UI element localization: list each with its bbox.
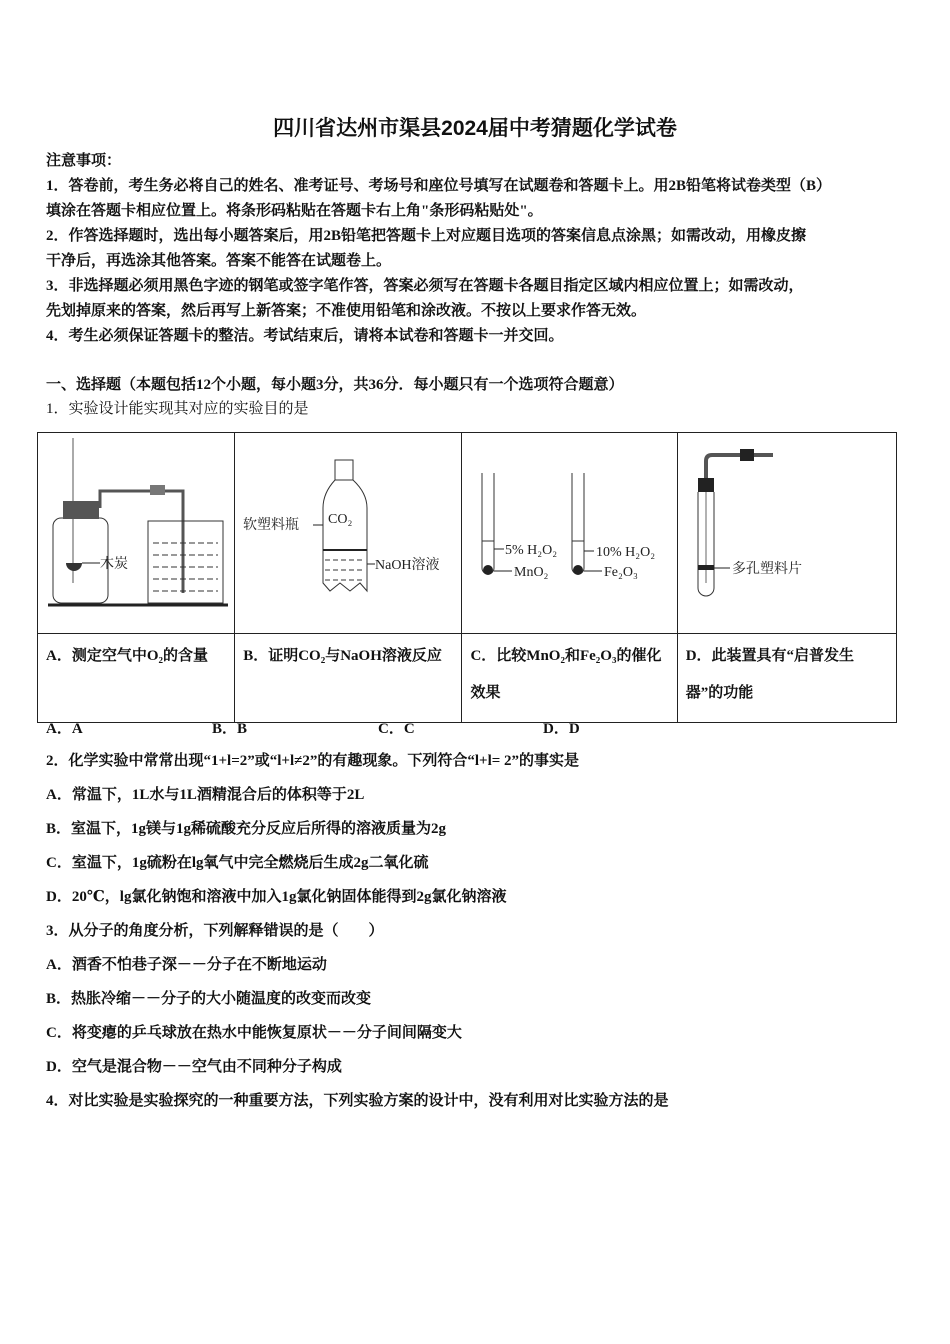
question-2-option: C．室温下，1g硫粉在lg氧气中完全燃烧后生成2g二氧化硫 (46, 855, 429, 871)
co2-bottle-diagram (235, 433, 461, 628)
diagram-c (462, 433, 677, 634)
label-porous-plastic-plate: 多孔塑料片 (731, 562, 802, 577)
option-a-description: A．测定空气中O₂的含量 (38, 634, 235, 723)
oxygen-measure-apparatus-diagram (38, 433, 234, 628)
question-1-option-c: C．C (378, 721, 415, 737)
notice-line: 填涂在答题卡相应位置上。将条形码粘贴在答题卡右上角"条形码粘贴处"。 (46, 203, 543, 219)
notice-line: 先划掉原来的答案，然后再写上新答案；不准使用铅笔和涂改液。不按以上要求作答无效。 (46, 303, 647, 319)
section-heading: 一、选择题（本题包括12个小题，每小题3分，共36分．每小题只有一个选项符合题意） (46, 377, 624, 393)
notice-line: 2．作答选择题时，选出每小题答案后，用2B铅笔把答题卡上对应题目选项的答案信息点涂黑；如需改动，用橡皮擦 (46, 228, 807, 244)
catalyst-test-tubes-diagram (462, 433, 676, 628)
question-3-option: A．酒香不怕巷子深－－分子在不断地运动 (46, 957, 327, 973)
option-d-description: D．此装置具有“启普发生器”的功能 (677, 634, 896, 723)
diagram-b (235, 433, 462, 634)
question-1-option-b: B．B (212, 721, 248, 737)
question-1-stem: 1．实验设计能实现其对应的实验目的是 (46, 401, 309, 417)
label-5pct-h2o2: 5% H₂O₂ (505, 543, 558, 558)
label-naoh-solution: NaOH溶液 (375, 558, 440, 573)
question-3-option: B．热胀冷缩－－分子的大小随温度的改变而改变 (46, 991, 372, 1007)
question-1-option-d: D．D (543, 721, 580, 737)
option-b-description: B．证明CO₂与NaOH溶液反应 (235, 634, 462, 723)
label-charcoal: 木炭 (100, 557, 128, 572)
question-4-stem: 4．对比实验是实验探究的一种重要方法，下列实验方案的设计中，没有利用对比实验方法的是 (46, 1093, 669, 1109)
kipp-like-generator-diagram (678, 433, 896, 628)
label-mno2: MnO₂ (514, 565, 549, 580)
diagram-d (677, 433, 896, 634)
label-soft-bottle: 软塑料瓶 (243, 518, 300, 533)
question-2-option: D．20℃，lg氯化钠饱和溶液中加入1g氯化钠固体能得到2g氯化钠溶液 (46, 889, 507, 905)
notice-line: 干净后，再选涂其他答案。答案不能答在试题卷上。 (46, 253, 392, 269)
label-fe2o3: Fe₂O₃ (604, 565, 639, 580)
question-1-table (37, 432, 897, 723)
question-1-option-a: A．A (46, 721, 83, 737)
question-2-option: A．常温下，1L水与1L酒精混合后的体积等于2L (46, 787, 365, 803)
option-c-description: C．比较MnO₂和Fe₂O₃的催化效果 (462, 634, 677, 723)
label-co2: CO₂ (328, 512, 353, 527)
notice-line: 4．考生必须保证答题卡的整洁。考试结束后，请将本试卷和答题卡一并交回。 (46, 328, 564, 344)
page-title: 四川省达州市渠县2024届中考猜题化学试卷 (273, 117, 677, 140)
notice-line: 3．非选择题必须用黑色字迹的钢笔或签字笔作答，答案必须写在答题卡各题目指定区域内相应位置上；如需改动， (46, 278, 804, 294)
diagram-a (38, 433, 235, 634)
label-10pct-h2o2: 10% H₂O₂ (596, 545, 656, 560)
question-3-option: C．将变瘪的乒乓球放在热水中能恢复原状－－分子间间隔变大 (46, 1025, 462, 1041)
question-2-option: B．室温下，1g镁与1g稀硫酸充分反应后所得的溶液质量为2g (46, 821, 447, 837)
question-3-option: D．空气是混合物－－空气由不同种分子构成 (46, 1059, 342, 1075)
notice-heading: 注意事项： (46, 153, 122, 169)
question-2-stem: 2．化学实验中常常出现“1+l=2”或“l+l≠2”的有趣现象。下列符合“l+l= 2”的事实是 (46, 753, 580, 769)
notice-line: 1．答卷前，考生务必将自己的姓名、准考证号、考场号和座位号填写在试题卷和答题卡上。用2B铅笔将试卷类型（B） (46, 178, 832, 194)
question-3-stem: 3．从分子的角度分析，下列解释错误的是（ ） (46, 923, 384, 939)
